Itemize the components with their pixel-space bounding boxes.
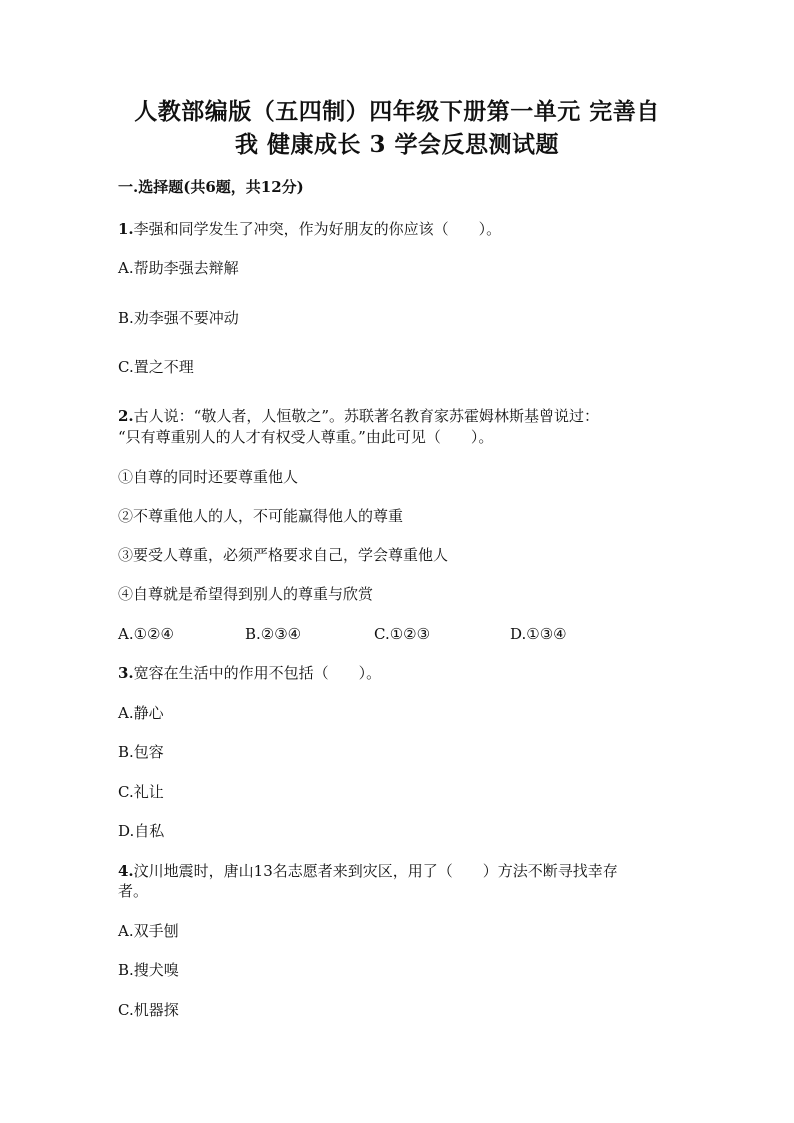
question-1-stem [118,219,501,239]
question-text: 李强和同学发生了冲突，作为好朋友的你应该（ ）。 [133,220,502,238]
question-4-stem [118,861,618,881]
question-3-option-b[interactable]: B.包容 [118,743,164,761]
question-4-option-c[interactable]: C.机器探 [118,1001,179,1019]
question-3-stem [118,663,381,683]
question-text: 古人说：“敬人者，人恒敬之”。苏联著名教育家苏霍姆林斯基曾说过： [133,407,600,425]
question-2-stem-line-2: “只有尊重别人的人才有权受人尊重。”由此可见（ ）。 [118,428,494,446]
question-1-option-b[interactable]: B.劝李强不要冲动 [118,309,239,327]
page-title-line-1: 人教部编版（五四制）四年级下册第一单元 完善自 [134,98,660,125]
question-4-stem-line-2: 者。 [118,882,149,900]
question-number: 2. [118,407,134,425]
question-2-option-c[interactable]: C.①②③ [374,625,431,643]
question-4-option-a[interactable]: A.双手刨 [118,922,179,940]
question-2-statement-3: ③要受人尊重，必须严格要求自己，学会尊重他人 [118,546,449,564]
question-1-option-a[interactable]: A.帮助李强去辩解 [118,259,239,277]
question-3-option-c[interactable]: C.礼让 [118,783,164,801]
question-text: 汶川地震时，唐山13名志愿者来到灾区，用了（ ）方法不断寻找幸存 [133,862,618,880]
question-text: 宽容在生活中的作用不包括（ ）。 [133,664,382,682]
question-2-option-b[interactable]: B.②③④ [245,625,302,643]
question-4-option-b[interactable]: B.搜犬嗅 [118,961,179,979]
question-2-stem [118,406,599,426]
question-1-option-c[interactable]: C.置之不理 [118,358,194,376]
question-number: 3. [118,664,134,682]
question-3-option-d[interactable]: D.自私 [118,822,165,840]
page-title-line-2: 我 健康成长 3 学会反思测试题 [234,131,560,158]
question-2-option-d[interactable]: D.①③④ [510,625,567,643]
section-heading: 一.选择题(共6题，共12分) [118,178,304,196]
question-2-statement-2: ②不尊重他人的人，不可能赢得他人的尊重 [118,507,404,525]
question-2-statement-4: ④自尊就是希望得到别人的尊重与欣赏 [118,585,374,603]
question-3-option-a[interactable]: A.静心 [118,704,164,722]
question-2-statement-1: ①自尊的同时还要尊重他人 [118,468,299,486]
question-number: 1. [118,220,134,238]
question-2-option-a[interactable]: A.①②④ [118,625,174,643]
question-number: 4. [118,862,134,880]
